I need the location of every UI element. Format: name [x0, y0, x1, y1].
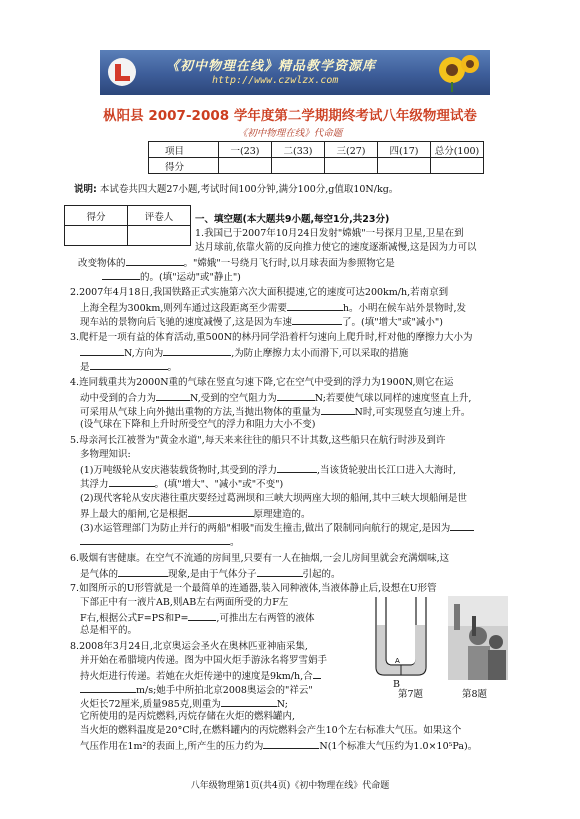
exam-title: 枞阳县 2007-2008 学年度第二学期期终考试八年级物理试卷	[103, 108, 477, 124]
question-line: 气压作用在1m²的表面上,所产生的压力约为 N(1个标准大气压约为1.0×10⁵Pa)。	[80, 738, 477, 754]
logo-icon	[106, 56, 138, 88]
answer-blank[interactable]	[80, 682, 136, 693]
question-line: 多物理知识:	[80, 449, 131, 460]
answer-blank[interactable]	[292, 314, 342, 325]
question-line: 的。(填"运动"或"静止")	[102, 269, 241, 285]
question-line: 2.2007年4月18日,我国铁路正式实施第六次大面积提速,它的速度可达200km/h,若南京到	[70, 287, 449, 298]
sunflower-icon	[412, 52, 482, 92]
section-title: 一、填空题(本大题共9小题,每空1分,共23分)	[195, 214, 390, 225]
question-line: (1)万吨级轮从安庆港装载货物时,其受到的浮力 ,当该货轮驶出长江口进入大海时,	[80, 462, 456, 478]
score-cell[interactable]	[272, 158, 325, 174]
question-line: 火炬长72厘米,质量985克,则重为 N;	[80, 696, 288, 712]
instructions-text: 本试卷共四大题27小题,考试时间100分钟,满分100分,g值取10N/kg。	[99, 184, 399, 195]
question-line: 4.连同载重共为2000N重的气球在竖直匀速下降,它在空气中受到的浮力为1900N,则它在运	[70, 377, 454, 388]
question-line: 界上最大的船闸,它是根据 原理建造的。	[80, 506, 311, 522]
label-b: B	[393, 679, 400, 690]
banner-url: http://www.czwlzx.com	[212, 75, 339, 86]
question-line: m/s;她手中所拍北京2008奥运会的"祥云"	[80, 682, 313, 698]
score-cell[interactable]	[219, 158, 272, 174]
answer-blank[interactable]	[126, 255, 184, 266]
question-line: 其浮力 。(填"增大"、"减小"或"不变")	[80, 476, 283, 492]
torch-relay-photo	[448, 596, 508, 680]
page-footer: 八年级物理第1页(共4页)《初中物理在线》代命题	[190, 781, 390, 791]
score-row-label: 得分	[149, 158, 219, 174]
answer-blank[interactable]	[163, 345, 231, 356]
grader-name-label: 评卷人	[128, 206, 191, 226]
question-line: (2)现代客轮从安庆港往重庆要经过葛洲坝和三峡大坝两座大坝的船闸,其中三峡大坝船闸是世	[80, 493, 467, 504]
score-header-cell: 二(33)	[272, 142, 325, 158]
answer-blank[interactable]	[109, 476, 155, 487]
answer-blank[interactable]	[313, 668, 321, 679]
question-line: 是 。	[80, 359, 177, 375]
question-line: 改变物体的 。"嫦娥"一号绕月飞行时,以月球表面为参照物它是	[78, 255, 395, 271]
figure-7-caption: 第7题	[398, 689, 424, 700]
answer-blank[interactable]	[257, 566, 303, 577]
question-line: 。	[80, 534, 240, 550]
question-line: (设气球在下降和上升时所受空气的浮力和阻力大小不变)	[80, 419, 316, 430]
question-line: (3)水运管理部门为防止并行的两船"相吸"而发生撞击,做出了限制同向航行的规定,是因为	[80, 520, 474, 536]
grader-score-label: 得分	[65, 206, 128, 226]
answer-blank[interactable]	[188, 610, 216, 621]
answer-blank[interactable]	[90, 359, 168, 370]
grader-table	[64, 205, 191, 246]
question-line: 上海全程为300km,则列车通过这段距离至少需要 h。小明在候车站外景物时,发	[80, 300, 466, 316]
grader-name-cell[interactable]	[128, 226, 191, 246]
question-line: 它所使用的是丙烷燃料,丙烷存储在火炬的燃料罐内,	[80, 711, 296, 722]
score-table-header-row	[149, 142, 484, 158]
answer-blank[interactable]	[287, 300, 343, 311]
question-line: 持火炬进行传递。若她在火炬传递中的速度是9km/h,合	[80, 668, 321, 684]
answer-blank[interactable]	[221, 696, 277, 707]
answer-blank[interactable]	[102, 269, 140, 280]
question-line: 下部正中有一液片AB,则AB左右两面所受的力F左	[80, 597, 289, 608]
answer-blank[interactable]	[80, 345, 124, 356]
question-line: 是气体的 现象,是由于气体分子 引起的。	[80, 566, 341, 582]
question-line: 8.2008年3月24日,北京奥运会圣火在奥林匹亚神庙采集,	[70, 641, 308, 652]
question-line: 当火炬的燃料温度是20°C时,在燃料罐内的丙烷燃料会产生10个左右标准大气压。如果这个	[80, 725, 462, 736]
score-header-cell: 一(23)	[219, 142, 272, 158]
answer-blank[interactable]	[80, 534, 230, 545]
figure-8-caption: 第8题	[462, 689, 488, 700]
score-cell[interactable]	[431, 158, 484, 174]
question-line: 3.爬杆是一项有益的体育活动,重500N的林丹同学沿着杆匀速向上爬升时,杆对他的摩擦力大小为	[70, 332, 473, 343]
question-line: 5.母亲河长江被誉为"黄金水道",每天来来往往的船只不计其数,这些船只在航行时涉及到许	[70, 435, 446, 446]
score-cell[interactable]	[378, 158, 431, 174]
header-banner	[100, 50, 490, 95]
question-line: 6.吸烟有害健康。在空气不流通的房间里,只要有一人在抽烟,一会儿房间里就会充满烟味,这	[70, 553, 450, 564]
question-line: 动中受到的合力为 N,受到的空气阻力为 N;若要使气球以同样的速度竖直上升,	[80, 390, 471, 406]
u-tube-diagram	[370, 597, 432, 679]
exam-subtitle: 《初中物理在线》代命题	[237, 128, 343, 139]
question-line: N,方向为 ,为防止摩擦力太小而滑下,可以采取的措施	[80, 345, 408, 361]
instructions-label: 说明:	[74, 184, 97, 195]
question-line: 可采用从气球上向外抛出重物的方法,当抛出物体的重量为 N时,可实现竖直匀速上升。	[80, 404, 470, 420]
instructions	[74, 181, 398, 195]
answer-blank[interactable]	[188, 506, 254, 517]
answer-blank[interactable]	[277, 390, 315, 401]
question-line: 1.我国已于2007年10月24日发射"嫦娥"一号探月卫星,卫星在到	[195, 228, 464, 239]
answer-blank[interactable]	[321, 404, 355, 415]
banner-title: 《初中物理在线》精品教学资源库	[166, 59, 377, 74]
grader-score-cell[interactable]	[65, 226, 128, 246]
question-line: 7.如图所示的U形管就是一个最简单的连通器,装入同种液体,当液体静止后,设想在U形管	[70, 583, 437, 594]
answer-blank[interactable]	[118, 566, 168, 577]
score-header-cell: 三(27)	[325, 142, 378, 158]
score-cell[interactable]	[325, 158, 378, 174]
question-line: 并开始在希腊境内传递。图为中国火炬手游泳名将罗雪娟手	[80, 655, 328, 666]
answer-blank[interactable]	[277, 462, 317, 473]
score-header-cell: 四(17)	[378, 142, 431, 158]
score-header-cell: 总分(100)	[431, 142, 484, 158]
answer-blank[interactable]	[450, 520, 474, 531]
question-line: 达月球前,依靠火箭的反向推力使它的速度逐渐减慢,这是因为力可以	[195, 242, 477, 253]
score-table-row	[149, 158, 484, 174]
score-table	[148, 141, 484, 174]
score-header-cell: 项目	[149, 142, 219, 158]
question-line: 总是相平的。	[80, 625, 138, 636]
answer-blank[interactable]	[263, 738, 319, 749]
question-line: 现车站的景物向后飞驰的速度减慢了,这是因为车速 了。(填"增大"或"减小")	[80, 314, 443, 330]
answer-blank[interactable]	[156, 390, 190, 401]
label-a: A	[395, 657, 400, 665]
question-line: F右,根据公式F=PS和P= ,可推出左右两管的液体	[80, 610, 314, 626]
